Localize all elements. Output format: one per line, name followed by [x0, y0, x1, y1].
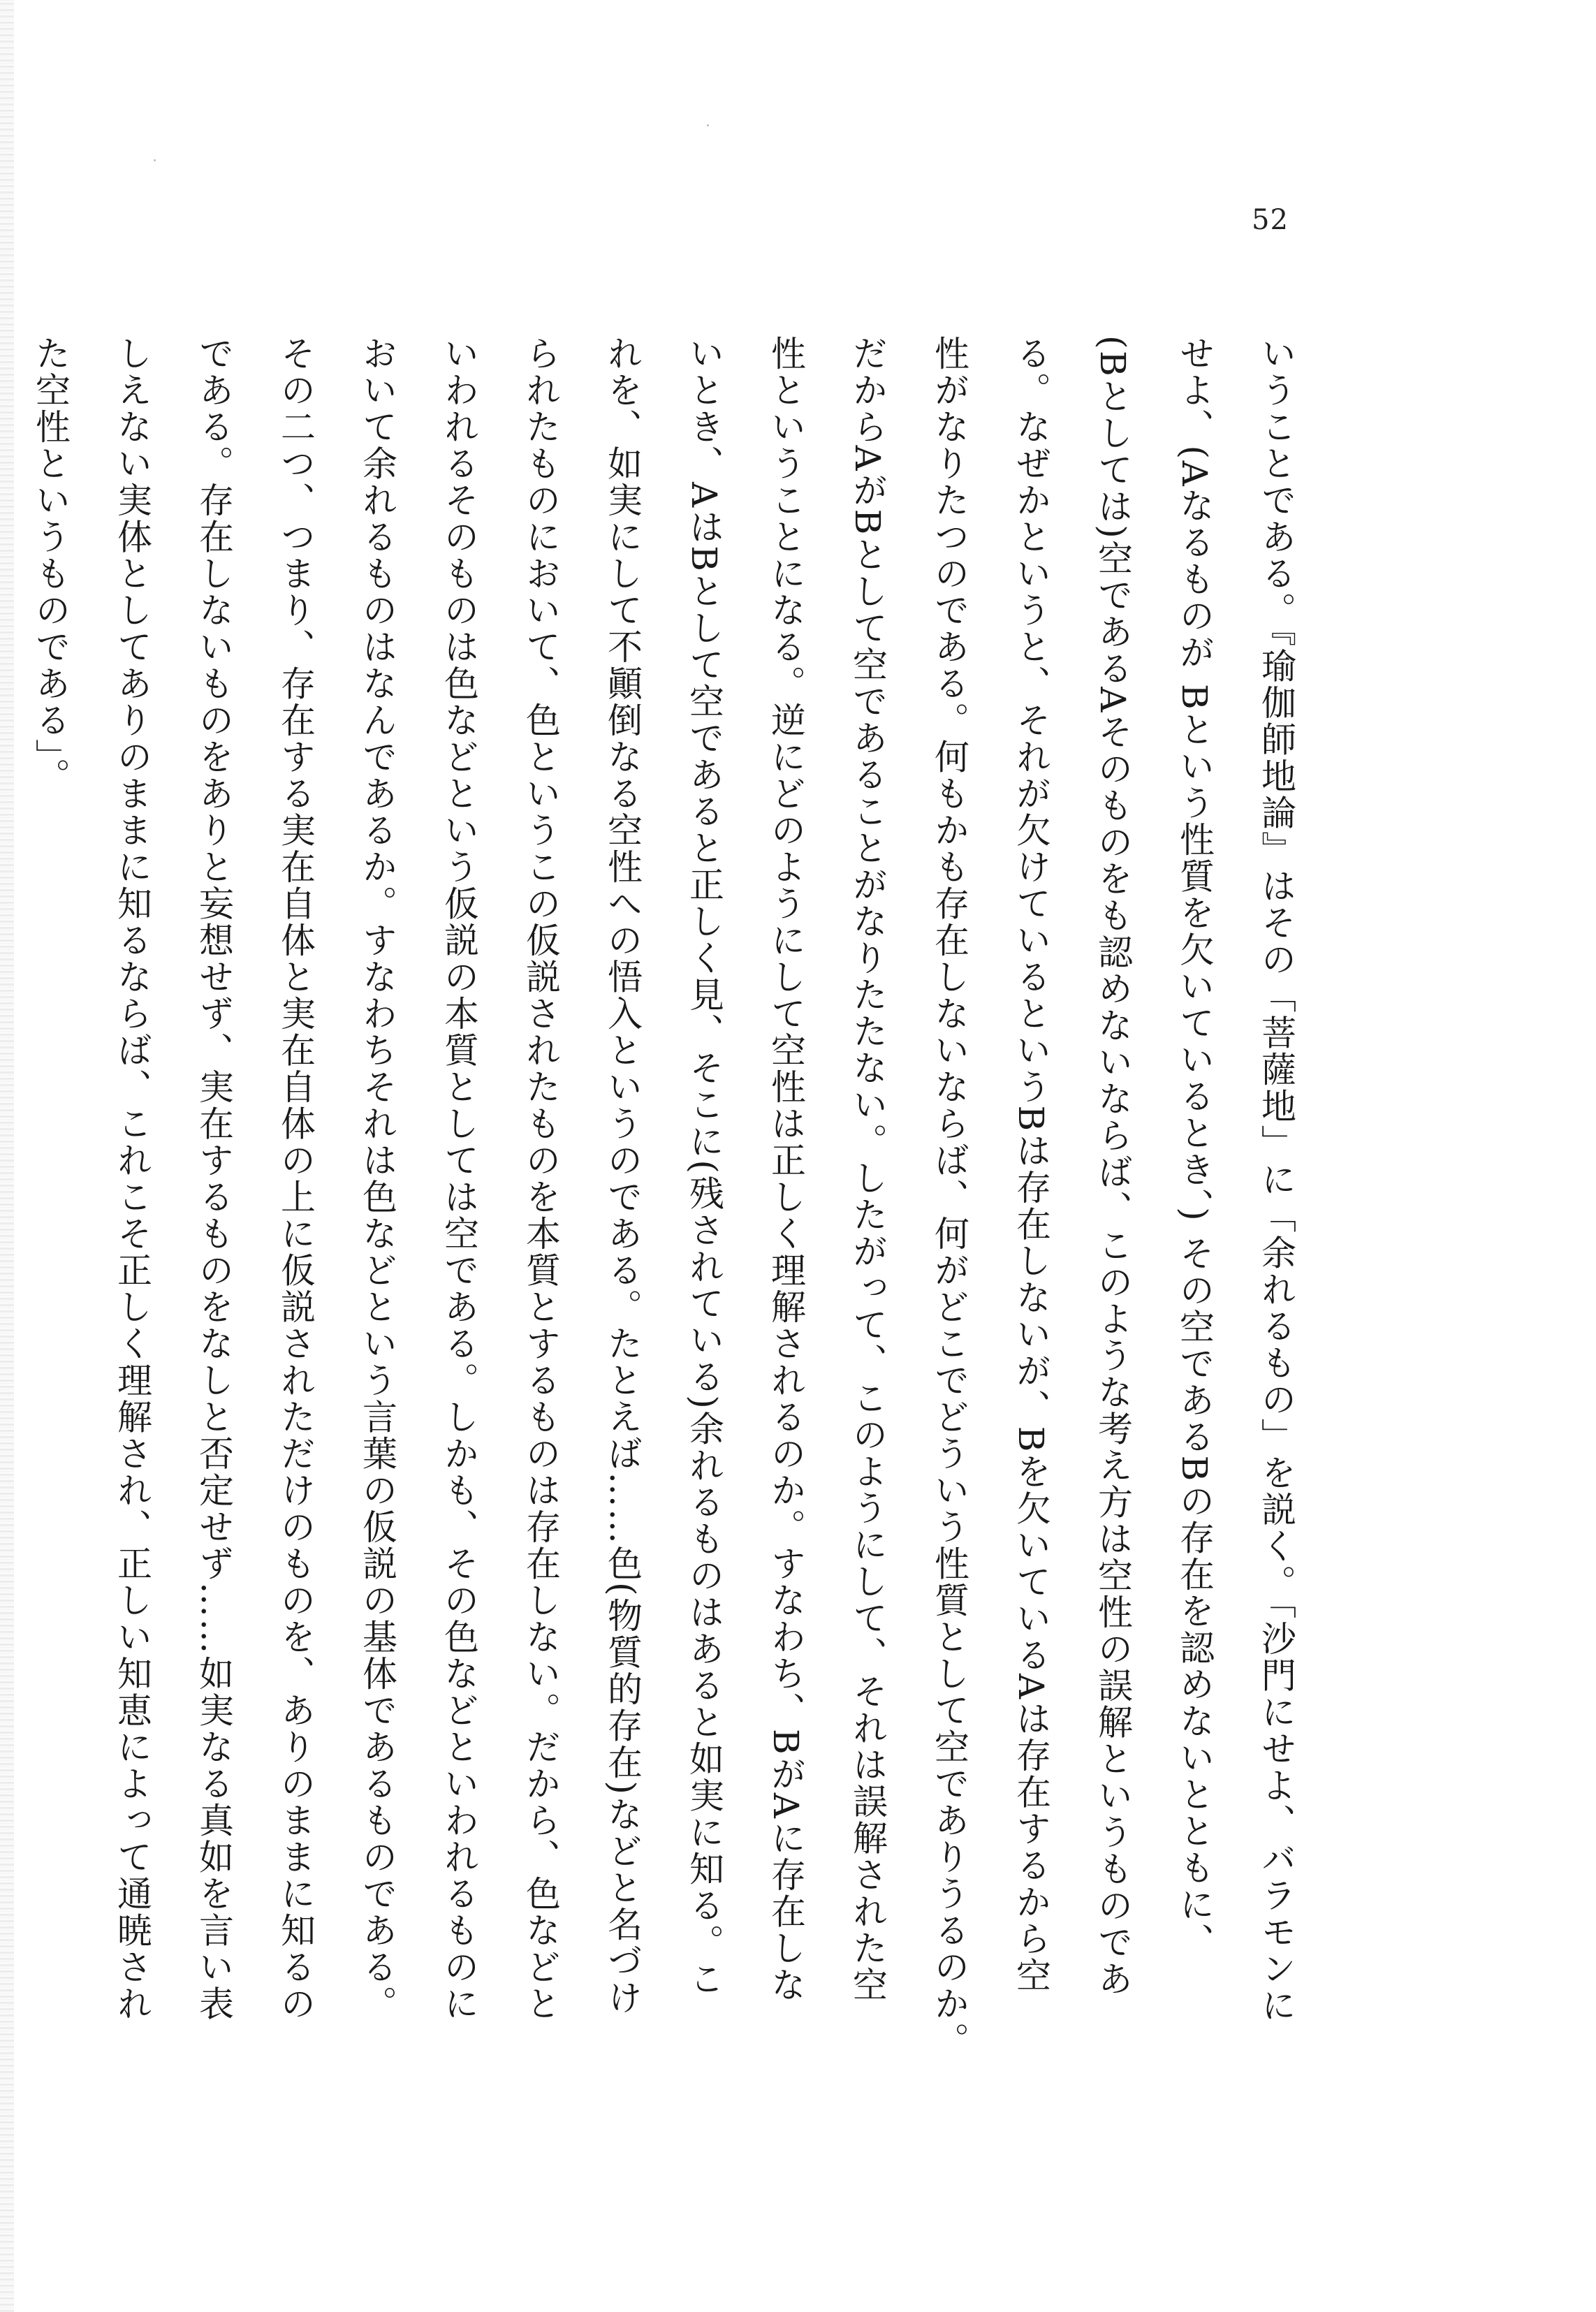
- text-line: である。存在しないものをありと妄想せず、実在するものをなしと否定せず……如実なる真如を言い表: [193, 335, 234, 2022]
- text-line: た空性というものである」。: [30, 335, 71, 795]
- text-line: その二つ、つまり、存在する実在自体と実在自体の上に仮説されただけのものを、ありのままに知るの: [275, 335, 316, 2022]
- text-line: いわれるそのものは色などという仮説の本質としては空である。しかも、その色などといわれるものに: [439, 335, 479, 2022]
- text-line: る。なぜかというと、それが欠けているというBは存在しないが、Bを欠いているAは存在するから空: [1011, 335, 1051, 1994]
- text-line: おいて余れるものはなんであるか。すなわちそれは色などという言葉の仮説の基体であるものである。: [357, 335, 397, 2022]
- text-line: いうことである。『瑜伽師地論』はその「菩薩地」に「余れるもの」を説く。「沙門にせよ、バラモンに: [1256, 335, 1296, 2024]
- text-line: せよ、(Aなるものが Bという性質を欠いているとき、) その空であるBの存在を認めないとともに、: [1174, 335, 1215, 1960]
- text-line: 性ということになる。逆にどのようにして空性は正しく理解されるのか。すなわち、BがAに存在しな: [766, 335, 806, 2003]
- scan-speck: [707, 124, 709, 126]
- text-line: だからAがBとして空であることがなりたたない。したがって、このようにして、それは誤解された空: [847, 335, 888, 2003]
- text-line-paragraph-start: [0, 335, 9, 2012]
- page-number: 52: [1252, 204, 1289, 236]
- text-line: (Bとしては)空であるAそのものをも認めないならば、このような考え方は空性の誤解というものであ: [1092, 335, 1133, 1998]
- vertical-text-body: [30, 335, 1317, 2059]
- text-line: れを、如実にして不顚倒なる空性への悟入というのである。たとえば……色(物質的存在)などと名づけ: [602, 335, 643, 2017]
- text-line: しえない実体としてありのままに知るならば、これこそ正しく理解され、正しい知恵によって通暁され: [112, 335, 152, 2022]
- text-line: られたものにおいて、色というこの仮説されたものを本質とするものは存在しない。だから、色などと: [520, 335, 561, 2022]
- text-line: 性がなりたつのである。何もかも存在しないならば、何がどこでどういう性質として空でありうるのか。: [929, 335, 969, 2059]
- text-line: いとき、AはBとして空であると正しく見、そこに(残されている)余れるものはあると如実に知る。こ: [684, 335, 724, 1998]
- scan-speck: [154, 159, 156, 161]
